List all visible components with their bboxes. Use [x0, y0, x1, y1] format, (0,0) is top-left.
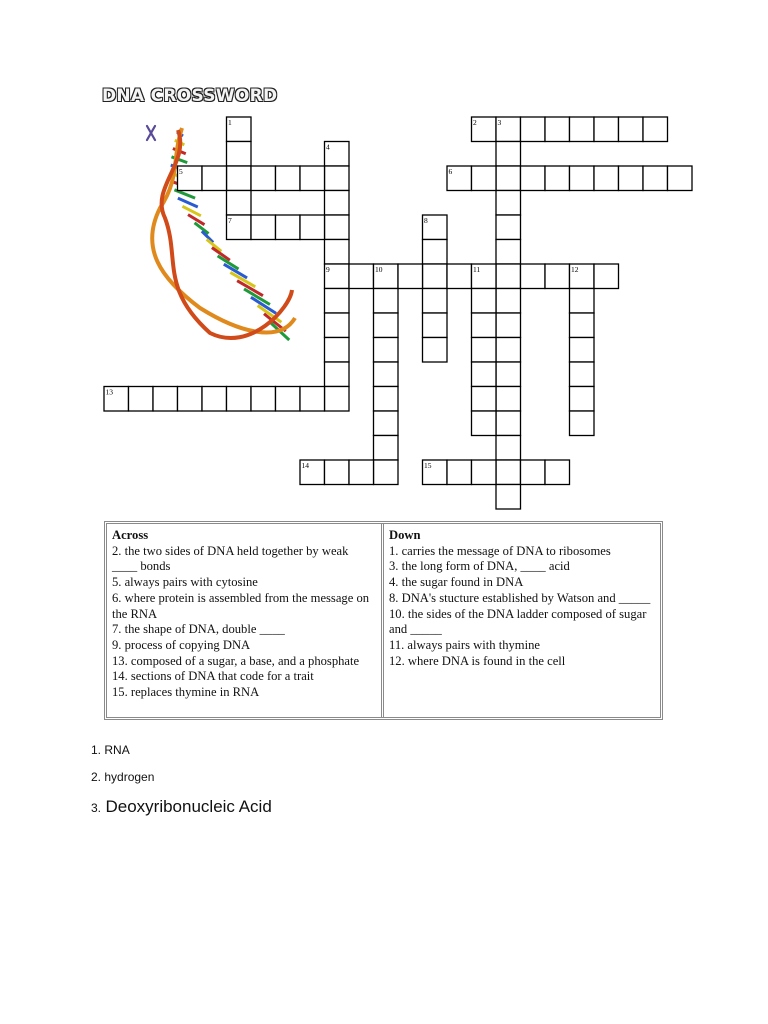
crossword-cell[interactable]	[570, 117, 595, 142]
down-heading: Down	[389, 528, 421, 542]
crossword-cell[interactable]	[619, 166, 644, 191]
across-clue: 5. always pairs with cytosine	[112, 575, 258, 590]
clue-number-13: 13	[105, 387, 113, 397]
crossword-cell[interactable]	[227, 387, 252, 412]
answer-number: 1.	[91, 743, 102, 757]
crossword-cell[interactable]	[227, 166, 252, 191]
clue-table	[104, 521, 663, 720]
crossword-cell[interactable]	[325, 166, 350, 191]
crossword-cell[interactable]	[349, 264, 374, 289]
crossword-cell[interactable]	[374, 338, 399, 363]
crossword-cell[interactable]	[374, 362, 399, 387]
crossword-cell[interactable]	[325, 387, 350, 412]
across-clue: 7. the shape of DNA, double ____	[112, 622, 285, 637]
crossword-cell[interactable]	[643, 117, 668, 142]
crossword-cell[interactable]	[325, 362, 350, 387]
crossword-cell[interactable]	[521, 117, 546, 142]
clue-number-3: 3	[497, 118, 502, 127]
crossword-cell[interactable]	[594, 166, 619, 191]
across-clue: 9. process of copying DNA	[112, 637, 251, 652]
crossword-cell[interactable]	[570, 411, 595, 436]
crossword-cell[interactable]	[423, 338, 448, 363]
across-clue: 13. composed of a sugar, a base, and a phosphate	[112, 653, 360, 668]
crossword-cell[interactable]	[325, 191, 350, 216]
clue-number-5: 5	[179, 167, 183, 176]
crossword-cell[interactable]	[349, 460, 374, 485]
crossword-cell[interactable]	[545, 166, 570, 191]
crossword-cell[interactable]	[496, 142, 521, 167]
crossword-cell[interactable]	[227, 191, 252, 216]
crossword-cell[interactable]	[251, 387, 276, 412]
crossword-cell[interactable]	[521, 166, 546, 191]
crossword-cell[interactable]	[300, 387, 325, 412]
crossword-cell[interactable]	[472, 387, 497, 412]
crossword-cell[interactable]	[521, 460, 546, 485]
crossword-cell[interactable]	[472, 313, 497, 338]
crossword-cell[interactable]	[374, 313, 399, 338]
crossword-cell[interactable]	[570, 387, 595, 412]
crossword-cell[interactable]	[496, 166, 521, 191]
down-clues	[384, 524, 660, 717]
crossword-cell[interactable]	[570, 362, 595, 387]
crossword-cell[interactable]	[472, 411, 497, 436]
across-heading: Across	[112, 528, 149, 542]
crossword-cell[interactable]	[545, 460, 570, 485]
clue-number-11: 11	[473, 265, 481, 274]
clue-number-12: 12	[571, 265, 579, 274]
clue-number-10: 10	[375, 265, 383, 274]
clue-number-4: 4	[326, 142, 330, 152]
crossword-cell[interactable]	[325, 313, 350, 338]
clue-number-6: 6	[448, 167, 453, 176]
crossword-cell[interactable]	[300, 215, 325, 240]
crossword-cell[interactable]	[276, 166, 301, 191]
crossword-cell[interactable]	[472, 289, 497, 314]
crossword-cell[interactable]	[472, 338, 497, 363]
crossword-cell[interactable]	[325, 338, 350, 363]
crossword-cell[interactable]	[202, 387, 227, 412]
crossword-cell[interactable]	[496, 264, 521, 289]
crossword-cell[interactable]	[251, 166, 276, 191]
crossword-cell[interactable]	[594, 117, 619, 142]
crossword-cell[interactable]	[496, 411, 521, 436]
answer-text: RNA	[104, 743, 130, 757]
crossword-cell[interactable]	[178, 387, 203, 412]
clue-number-14: 14	[301, 461, 309, 470]
crossword-cell[interactable]	[472, 460, 497, 485]
down-clue: 4. the sugar found in DNA	[389, 575, 524, 590]
crossword-cell[interactable]	[325, 240, 350, 265]
crossword-cell[interactable]	[374, 387, 399, 412]
crossword-cell[interactable]	[276, 215, 301, 240]
crossword-cell[interactable]	[472, 362, 497, 387]
crossword-cell[interactable]	[643, 166, 668, 191]
crossword-cell[interactable]	[496, 289, 521, 314]
crossword-cell[interactable]	[374, 289, 399, 314]
crossword-cell[interactable]	[496, 387, 521, 412]
crossword-cell[interactable]	[374, 460, 399, 485]
crossword-cell[interactable]	[276, 387, 301, 412]
down-clue: 10. the sides of the DNA ladder composed of sugar and _____	[389, 606, 647, 637]
answer-text: Deoxyribonucleic Acid	[105, 797, 272, 816]
down-clue: 3. the long form of DNA, ____ acid	[389, 559, 570, 574]
crossword-cell[interactable]	[153, 387, 178, 412]
crossword-cell[interactable]	[496, 240, 521, 265]
crossword-cell[interactable]	[129, 387, 154, 412]
crossword-cell[interactable]	[496, 460, 521, 485]
crossword-cell[interactable]	[545, 117, 570, 142]
across-clue: 14. sections of DNA that code for a trait	[112, 669, 314, 684]
crossword-cell[interactable]	[398, 264, 423, 289]
crossword-cell[interactable]	[227, 142, 252, 167]
across-clues	[107, 524, 384, 717]
crossword-cell[interactable]	[423, 289, 448, 314]
crossword-cell[interactable]	[251, 215, 276, 240]
crossword-cell[interactable]	[570, 338, 595, 363]
crossword-cell[interactable]	[496, 191, 521, 216]
crossword-cell[interactable]	[545, 264, 570, 289]
crossword-cell[interactable]	[496, 338, 521, 363]
crossword-cell[interactable]	[423, 240, 448, 265]
crossword-cell[interactable]	[447, 460, 472, 485]
across-clue: 15. replaces thymine in RNA	[112, 685, 260, 700]
page-title: DNA CROSSWORD	[102, 86, 278, 106]
crossword-cell[interactable]	[496, 215, 521, 240]
crossword-cell[interactable]	[202, 166, 227, 191]
crossword-cell[interactable]	[521, 264, 546, 289]
answer-text: hydrogen	[104, 770, 155, 784]
crossword-cell[interactable]	[619, 117, 644, 142]
crossword-cell[interactable]	[325, 215, 350, 240]
crossword-cell[interactable]	[447, 264, 472, 289]
crossword-cell[interactable]	[300, 166, 325, 191]
crossword-cell[interactable]	[496, 313, 521, 338]
crossword-cell[interactable]	[496, 436, 521, 461]
down-clue: 12. where DNA is found in the cell	[389, 653, 566, 668]
crossword-cell[interactable]	[570, 313, 595, 338]
crossword-cell[interactable]	[594, 264, 619, 289]
answer-number: 3.	[91, 801, 102, 815]
crossword-cell[interactable]	[423, 264, 448, 289]
crossword-cell[interactable]	[374, 436, 399, 461]
answer-item	[91, 770, 154, 784]
down-clue: 11. always pairs with thymine	[389, 637, 540, 652]
answer-item	[91, 797, 272, 817]
crossword-cell[interactable]	[472, 166, 497, 191]
clue-number-7: 7	[228, 216, 232, 225]
crossword-cell[interactable]	[325, 460, 350, 485]
across-clue: 2. the two sides of DNA held together by weak ____ bonds	[112, 543, 349, 574]
down-clue: 1. carries the message of DNA to ribosomes	[389, 543, 611, 558]
clue-number-8: 8	[424, 216, 428, 225]
crossword-cell[interactable]	[496, 362, 521, 387]
clue-number-1: 1	[228, 118, 232, 127]
crossword-cell[interactable]	[374, 411, 399, 436]
crossword-cell[interactable]	[423, 313, 448, 338]
crossword-cell[interactable]	[570, 289, 595, 314]
answer-number: 2.	[91, 770, 102, 784]
crossword-cell[interactable]	[325, 289, 350, 314]
clue-number-15: 15	[424, 461, 432, 470]
clue-number-2: 2	[473, 118, 477, 127]
crossword-cell[interactable]	[570, 166, 595, 191]
crossword-cell[interactable]	[496, 485, 521, 510]
clue-number-9: 9	[326, 265, 330, 274]
crossword-cell[interactable]	[668, 166, 693, 191]
across-clue: 6. where protein is assembled from the message on the RNA	[112, 590, 370, 621]
down-clue: 8. DNA's stucture established by Watson and _____	[389, 590, 651, 605]
answer-item	[91, 743, 130, 757]
